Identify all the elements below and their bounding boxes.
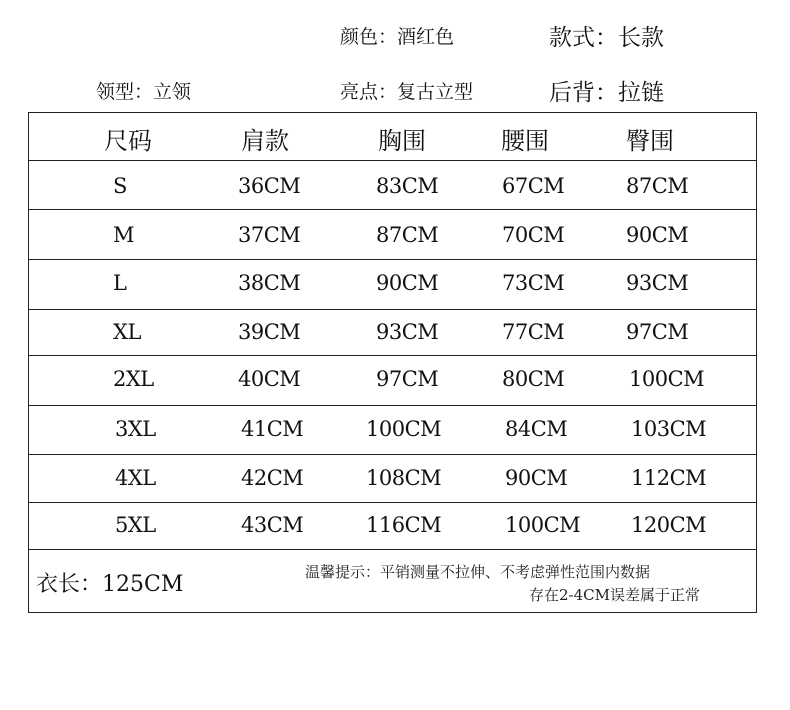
row-divider (29, 160, 756, 161)
waist-cell: 100CM (505, 513, 581, 537)
shoulder-cell: 37CM (238, 223, 301, 247)
header-shoulder: 肩款 (241, 127, 289, 155)
waist-cell: 73CM (502, 271, 565, 295)
row-divider (29, 405, 756, 406)
size-cell: 2XL (113, 367, 154, 391)
row-divider (29, 502, 756, 503)
hip-cell: 103CM (631, 417, 707, 441)
measurement-note-line2: 存在2-4CM误差属于正常 (529, 586, 700, 604)
shoulder-cell: 43CM (241, 513, 304, 537)
row-divider (29, 454, 756, 455)
color-attribute: 颜色：酒红色 (340, 26, 455, 48)
size-cell: 5XL (115, 513, 156, 537)
row-divider (29, 209, 756, 210)
size-cell: L (113, 271, 127, 295)
shoulder-cell: 39CM (238, 320, 301, 344)
hip-cell: 90CM (626, 223, 689, 247)
bust-cell: 97CM (376, 367, 439, 391)
size-cell: 4XL (115, 466, 156, 490)
row-divider (29, 355, 756, 356)
size-cell: XL (113, 320, 141, 344)
waist-cell: 77CM (502, 320, 565, 344)
size-cell: M (113, 223, 135, 247)
hip-cell: 112CM (631, 466, 707, 490)
waist-cell: 70CM (502, 223, 565, 247)
header-waist: 腰围 (501, 127, 549, 155)
shoulder-cell: 41CM (241, 417, 304, 441)
bust-cell: 108CM (366, 466, 442, 490)
waist-cell: 90CM (505, 466, 568, 490)
shoulder-cell: 40CM (238, 367, 301, 391)
header-size: 尺码 (104, 127, 152, 155)
highlight-attribute: 亮点：复古立型 (340, 81, 474, 103)
hip-cell: 97CM (626, 320, 689, 344)
hip-cell: 87CM (626, 174, 689, 198)
garment-length: 衣长：125CM (36, 572, 184, 597)
collar-attribute: 领型：立领 (96, 81, 192, 103)
waist-cell: 67CM (502, 174, 565, 198)
bust-cell: 100CM (366, 417, 442, 441)
hip-cell: 100CM (629, 367, 705, 391)
bust-cell: 90CM (376, 271, 439, 295)
shoulder-cell: 36CM (238, 174, 301, 198)
shoulder-cell: 38CM (238, 271, 301, 295)
bust-cell: 83CM (376, 174, 439, 198)
size-table (28, 112, 757, 613)
header-bust: 胸围 (378, 127, 426, 155)
size-cell: 3XL (115, 417, 156, 441)
bust-cell: 93CM (376, 320, 439, 344)
bust-cell: 87CM (376, 223, 439, 247)
row-divider (29, 259, 756, 260)
waist-cell: 80CM (502, 367, 565, 391)
row-divider (29, 309, 756, 310)
measurement-note-line1: 温馨提示：平销测量不拉伸、不考虑弹性范围内数据 (305, 563, 651, 581)
size-cell: S (113, 174, 127, 198)
shoulder-cell: 42CM (241, 466, 304, 490)
back-attribute: 后背：拉链 (549, 80, 664, 106)
bust-cell: 116CM (366, 513, 442, 537)
hip-cell: 120CM (631, 513, 707, 537)
row-divider (29, 549, 756, 550)
waist-cell: 84CM (505, 417, 568, 441)
header-hip: 臀围 (626, 127, 674, 155)
hip-cell: 93CM (626, 271, 689, 295)
style-attribute: 款式：长款 (549, 25, 664, 51)
